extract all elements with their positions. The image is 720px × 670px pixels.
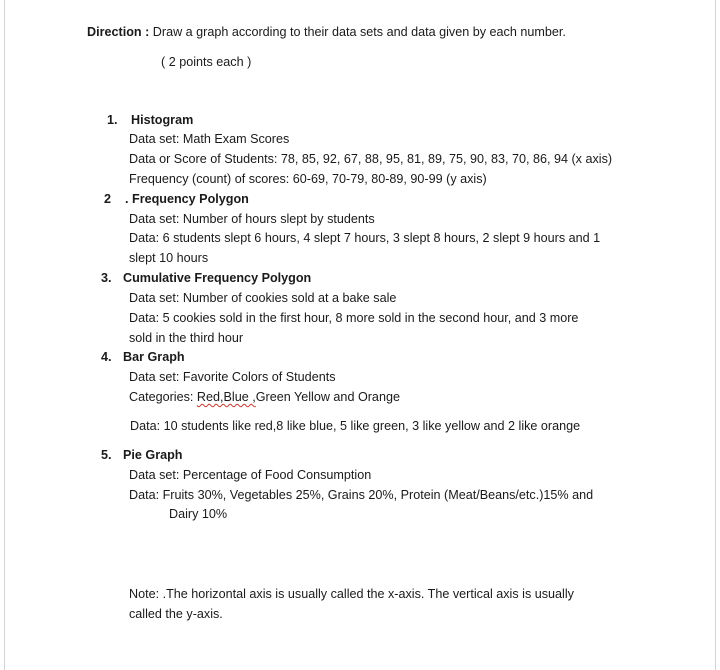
direction-text: Draw a graph according to their data sets and data given by each number. — [152, 25, 566, 39]
item-4-title: Bar Graph — [123, 350, 185, 364]
item-2-line-1: Data set: Number of hours slept by students — [129, 212, 375, 226]
item-3-line-1: Data set: Number of cookies sold at a bake sale — [129, 291, 397, 305]
item-5-title: Pie Graph — [123, 448, 183, 462]
document-page — [4, 0, 716, 670]
item-2-line-2: Data: 6 students slept 6 hours, 4 slept 7 hours, 3 slept 8 hours, 2 slept 9 hours and 1 — [129, 231, 601, 245]
item-1-title: Histogram — [131, 113, 194, 127]
item-1-line-1: Data set: Math Exam Scores — [129, 132, 290, 146]
item-4-data-line: Data: 10 students like red,8 like blue, 5 like green, 3 like yellow and 2 like orange — [130, 419, 581, 433]
points-note: ( 2 points each ) — [161, 55, 252, 69]
item-4-number: 4. — [101, 350, 112, 364]
item-4-line-1: Data set: Favorite Colors of Students — [129, 370, 336, 384]
direction-line — [87, 24, 566, 40]
item-2-number: 2 — [104, 192, 112, 206]
item-3-number: 3. — [101, 271, 112, 285]
item-2-line-3: slept 10 hours — [129, 251, 209, 265]
item-1-line-3: Frequency (count) of scores: 60-69, 70-79, 80-89, 90-99 (y axis) — [129, 172, 487, 186]
direction-label: Direction : — [87, 25, 150, 39]
categories-prefix: Categories: — [129, 390, 197, 404]
spellcheck-flagged-text: Red,Blue , — [196, 390, 256, 404]
item-1-line-2: Data or Score of Students: 78, 85, 92, 67, 88, 95, 81, 89, 75, 90, 83, 70, 86, 94 (x axis) — [129, 152, 613, 166]
item-3-line-3: sold in the third hour — [129, 331, 244, 345]
item-3-title: Cumulative Frequency Polygon — [123, 271, 312, 285]
item-3-line-2: Data: 5 cookies sold in the first hour, 8 more sold in the second hour, and 3 more — [129, 311, 579, 325]
categories-rest: Green Yellow and Orange — [255, 390, 400, 404]
note-line-2: called the y-axis. — [129, 607, 223, 621]
item-2-title: . Frequency Polygon — [125, 192, 249, 206]
item-4-categories — [129, 389, 400, 405]
item-5-line-3: Dairy 10% — [169, 507, 228, 521]
item-5-line-2: Data: Fruits 30%, Vegetables 25%, Grains 20%, Protein (Meat/Beans/etc.)15% and — [129, 488, 594, 502]
item-1-number: 1. — [107, 113, 118, 127]
item-5-line-1: Data set: Percentage of Food Consumption — [129, 468, 372, 482]
item-5-number: 5. — [101, 448, 112, 462]
note-line-1: Note: .The horizontal axis is usually called the x-axis. The vertical axis is usually — [129, 587, 574, 601]
